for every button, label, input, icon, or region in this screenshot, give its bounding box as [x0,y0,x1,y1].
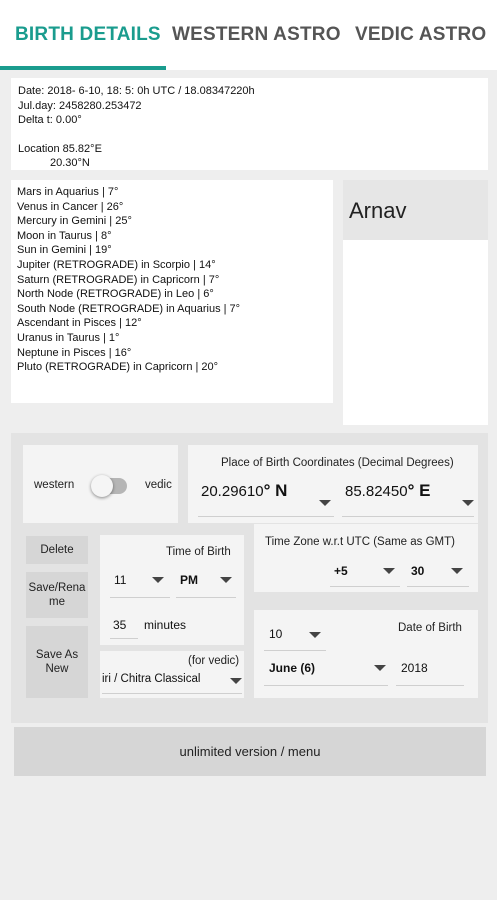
delta-line: Delta t: 0.00° [18,114,82,127]
minutes-value[interactable]: 35 [113,618,127,632]
longitude-direction: ° E [407,481,431,500]
chevron-down-icon[interactable] [309,632,321,638]
timezone-hours[interactable]: +5 [334,564,348,578]
latitude-field[interactable] [201,481,287,501]
location-line-2: 20.30°N [50,157,90,170]
planet-positions-panel [11,180,333,403]
coordinates-card [188,445,478,523]
chevron-down-icon[interactable] [462,500,474,506]
planet-position-line: Venus in Cancer | 26° [17,200,124,213]
coordinates-label: Place of Birth Coordinates (Decimal Degrees) [221,457,454,469]
planet-position-line: Pluto (RETROGRADE) in Capricorn | 20° [17,361,219,374]
planet-position-line: North Node (RETROGRADE) in Leo | 6° [17,288,214,301]
timezone-card [254,524,478,592]
tab-western-astro[interactable]: WESTERN ASTRO [172,24,341,45]
chevron-down-icon[interactable] [230,678,242,684]
planet-position-line: Sun in Gemini | 19° [17,244,112,257]
planet-position-line: Mercury in Gemini | 25° [17,215,132,228]
ampm-value[interactable]: PM [180,573,198,587]
chevron-down-icon[interactable] [374,665,386,671]
switch-knob[interactable] [91,475,113,497]
timezone-minutes-underline [407,586,469,587]
toggle-right-label: vedic [145,479,172,491]
planet-position-line: Moon in Taurus | 8° [17,229,112,242]
date-line: Date: 2018- 6-10, 18: 5: 0h UTC / 18.08347220h [18,85,255,97]
tab-birth-details[interactable]: BIRTH DETAILS [15,24,161,45]
ayanamsa-value[interactable]: iri / Chitra Classical [102,673,201,685]
planet-position-line: Ascendant in Pisces | 12° [17,317,142,330]
planet-position-line: Mars in Aquarius | 7° [17,186,119,198]
save-as-new-button[interactable]: Save As New [26,626,88,698]
chevron-down-icon[interactable] [220,577,232,583]
timezone-minutes[interactable]: 30 [411,564,425,578]
chevron-down-icon[interactable] [152,577,164,583]
time-of-birth-card [100,535,244,645]
time-label: Time of Birth [166,546,231,558]
latitude-value: 20.29610 [201,483,264,500]
toggle-left-label: western [34,479,75,491]
chevron-down-icon[interactable] [451,568,463,574]
tab-vedic-astro[interactable]: VEDIC ASTRO [355,24,487,45]
planet-position-line: Uranus in Taurus | 1° [17,331,120,344]
unlimited-version-menu-button[interactable]: unlimited version / menu [14,727,486,776]
latitude-direction: ° N [263,481,288,500]
month-value[interactable]: June (6) [269,661,316,675]
save-rename-button[interactable]: Save/Rena me [26,572,88,618]
delete-button[interactable]: Delete [26,536,88,564]
day-value[interactable]: 10 [269,627,283,641]
chart-info-panel [11,78,488,170]
planet-position-line: South Node (RETROGRADE) in Aquarius | 7° [17,302,241,315]
chevron-down-icon[interactable] [383,568,395,574]
ayanamsa-card [100,651,244,698]
planet-position-line: Jupiter (RETROGRADE) in Scorpio | 14° [17,258,216,271]
timezone-hours-underline [330,586,400,587]
saved-charts-panel [343,180,488,425]
timezone-label: Time Zone w.r.t UTC (Same as GMT) [265,536,455,548]
planet-position-line: Neptune in Pisces | 16° [17,346,132,359]
year-value[interactable]: 2018 [401,661,428,675]
julday-line: Jul.day: 2458280.253472 [18,99,142,112]
chevron-down-icon[interactable] [319,500,331,506]
planet-position-line: Saturn (RETROGRADE) in Capricorn | 7° [17,273,220,286]
longitude-field[interactable] [345,481,430,501]
system-toggle-card [23,445,178,523]
ayanamsa-label: (for vedic) [188,655,240,667]
tab-bar [0,0,497,70]
chart-name[interactable]: Arnav [343,180,488,240]
settings-area [11,433,488,723]
year-underline [396,685,464,686]
minutes-label: minutes [144,618,187,632]
minutes-underline [110,638,138,639]
hour-underline [110,597,170,598]
location-line: Location 85.82°E [18,142,102,155]
month-underline [264,685,388,686]
ayanamsa-underline [102,693,242,694]
date-label: Date of Birth [398,622,462,634]
active-tab-indicator [0,66,166,70]
longitude-value: 85.82450 [345,483,408,500]
hour-value[interactable]: 11 [114,573,127,587]
latitude-underline [198,516,334,517]
ampm-underline [176,597,236,598]
date-of-birth-card [254,610,478,698]
longitude-underline [342,516,474,517]
day-underline [264,650,326,651]
